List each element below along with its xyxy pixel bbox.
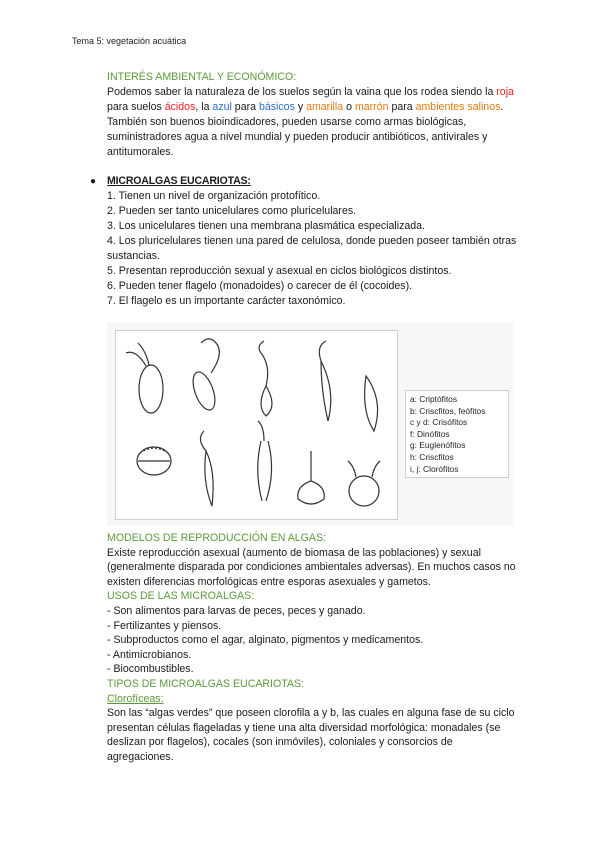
text-fragment: para [231,101,259,113]
main-content [90,70,517,309]
section-heading-tipos: TIPOS DE MICROALGAS EUCARIOTAS: [107,677,304,690]
list-item: - Son alimentos para larvas de peces, peces y ganado. [107,604,366,617]
text-fragment: para suelos [107,101,165,113]
section-heading-usos: USOS DE LAS MICROALGAS: [107,590,255,603]
list-item: 6. Pueden tener flagelo (monadoides) o carecer de él (cocoides). [107,280,413,292]
list-item: 2. Pueden ser tanto unicelulares como pluricelulares. [107,205,357,217]
main-content-lower [107,531,517,765]
text-fragment: o [343,101,355,113]
legend-item: b: Criscfitos, feófitos [410,405,486,416]
text-fragment: Podemos saber la naturaleza de los suelos según la vaina que los rodea siendo la [107,86,497,98]
subheading-clorofíceas: Clorofíceas: [107,692,164,705]
list-item: 5. Presentan reproducción sexual y asexual en ciclos biológicos distintos. [107,265,452,277]
list-item: - Subproductos como el agar, alginato, pigmentos y medicamentos. [107,634,424,647]
legend-item: a: Criptófitos [410,394,458,404]
document-header: Tema 5: vegetación acuática [72,36,187,46]
colored-word-acidos: ácidos [164,101,196,113]
section-heading-interes: INTERÉS AMBIENTAL Y ECONÓMICO: [107,71,297,83]
microalgae-drawing [115,330,398,520]
colored-word-amarilla: amarilla [306,101,344,113]
list-item: 3. Los unicelulares tienen una membrana plasmática especializada. [107,220,425,232]
paragraph-reproduccion: Existe reproducción asexual (aumento de biomasa de las poblaciones) y sexual (generalmente disparada por condiciones ambientales adversas). En muchos casos no existen diferencias morfológicas entre esporas asexuales y gametos. [107,546,516,588]
colored-word-basicos: básicos [258,101,295,113]
bullet-dot: ● [90,176,96,187]
colored-word-azul: azul [212,101,232,113]
bullet-title-text: MICROALGAS EUCARIOTAS: [107,175,251,187]
figure-legend [405,390,509,478]
list-item: - Antimicrobianos. [107,648,192,661]
microalgae-figure [107,322,513,526]
legend-item: f: Dinófitos [410,428,450,439]
text-fragment: , la [195,101,213,113]
paragraph-bioindicadores: También son buenos bioindicadores, pueden usarse como armas biológicas, suministradores agua a nivel mundial y pueden producir antibióticos, antivirales y antitumorales. [107,116,488,158]
bullet-title-microalgas [90,174,517,189]
paragraph-clorofíceas: Son las “algas verdes” que poseen clorofila a y b, las cuales en alguna fase de su ciclo presentan células flageladas y tiene una alta diversidad morfológica: monadales (se deslizan por flagelos), cocales (son inmóviles), coloniales y consorcios de agregaciones. [107,707,515,763]
colored-word-ambientes: ambientes salinos [415,101,501,113]
paragraph-suelos [107,85,517,115]
list-item: - Fertilizantes y piensos. [107,619,222,632]
legend-item: i, j: Clorófitos [410,463,459,474]
colored-word-roja: roja [496,86,514,98]
legend-item: h: Criscfitos [410,451,454,462]
colored-word-marron: marrón [354,101,389,113]
list-item: 4. Los pluricelulares tienen una pared de celulosa, donde pueden poseer también otras sustancias. [107,235,517,262]
legend-item: c y d: Crisófitos [410,417,468,428]
section-heading-reproduccion: MODELOS DE REPRODUCCIÓN EN ALGAS: [107,532,326,544]
text-fragment: . [500,101,504,113]
legend-item: g: Euglenófitos [410,440,466,451]
list-item: 7. El flagelo es un importante carácter taxonómico. [107,295,346,307]
text-fragment: para [388,101,416,113]
list-item: 1. Tienen un nivel de organización protofítico. [107,190,321,202]
algae-sketch-icon [116,331,397,519]
list-item: - Biocombustibles. [107,663,194,676]
text-fragment: y [294,101,307,113]
